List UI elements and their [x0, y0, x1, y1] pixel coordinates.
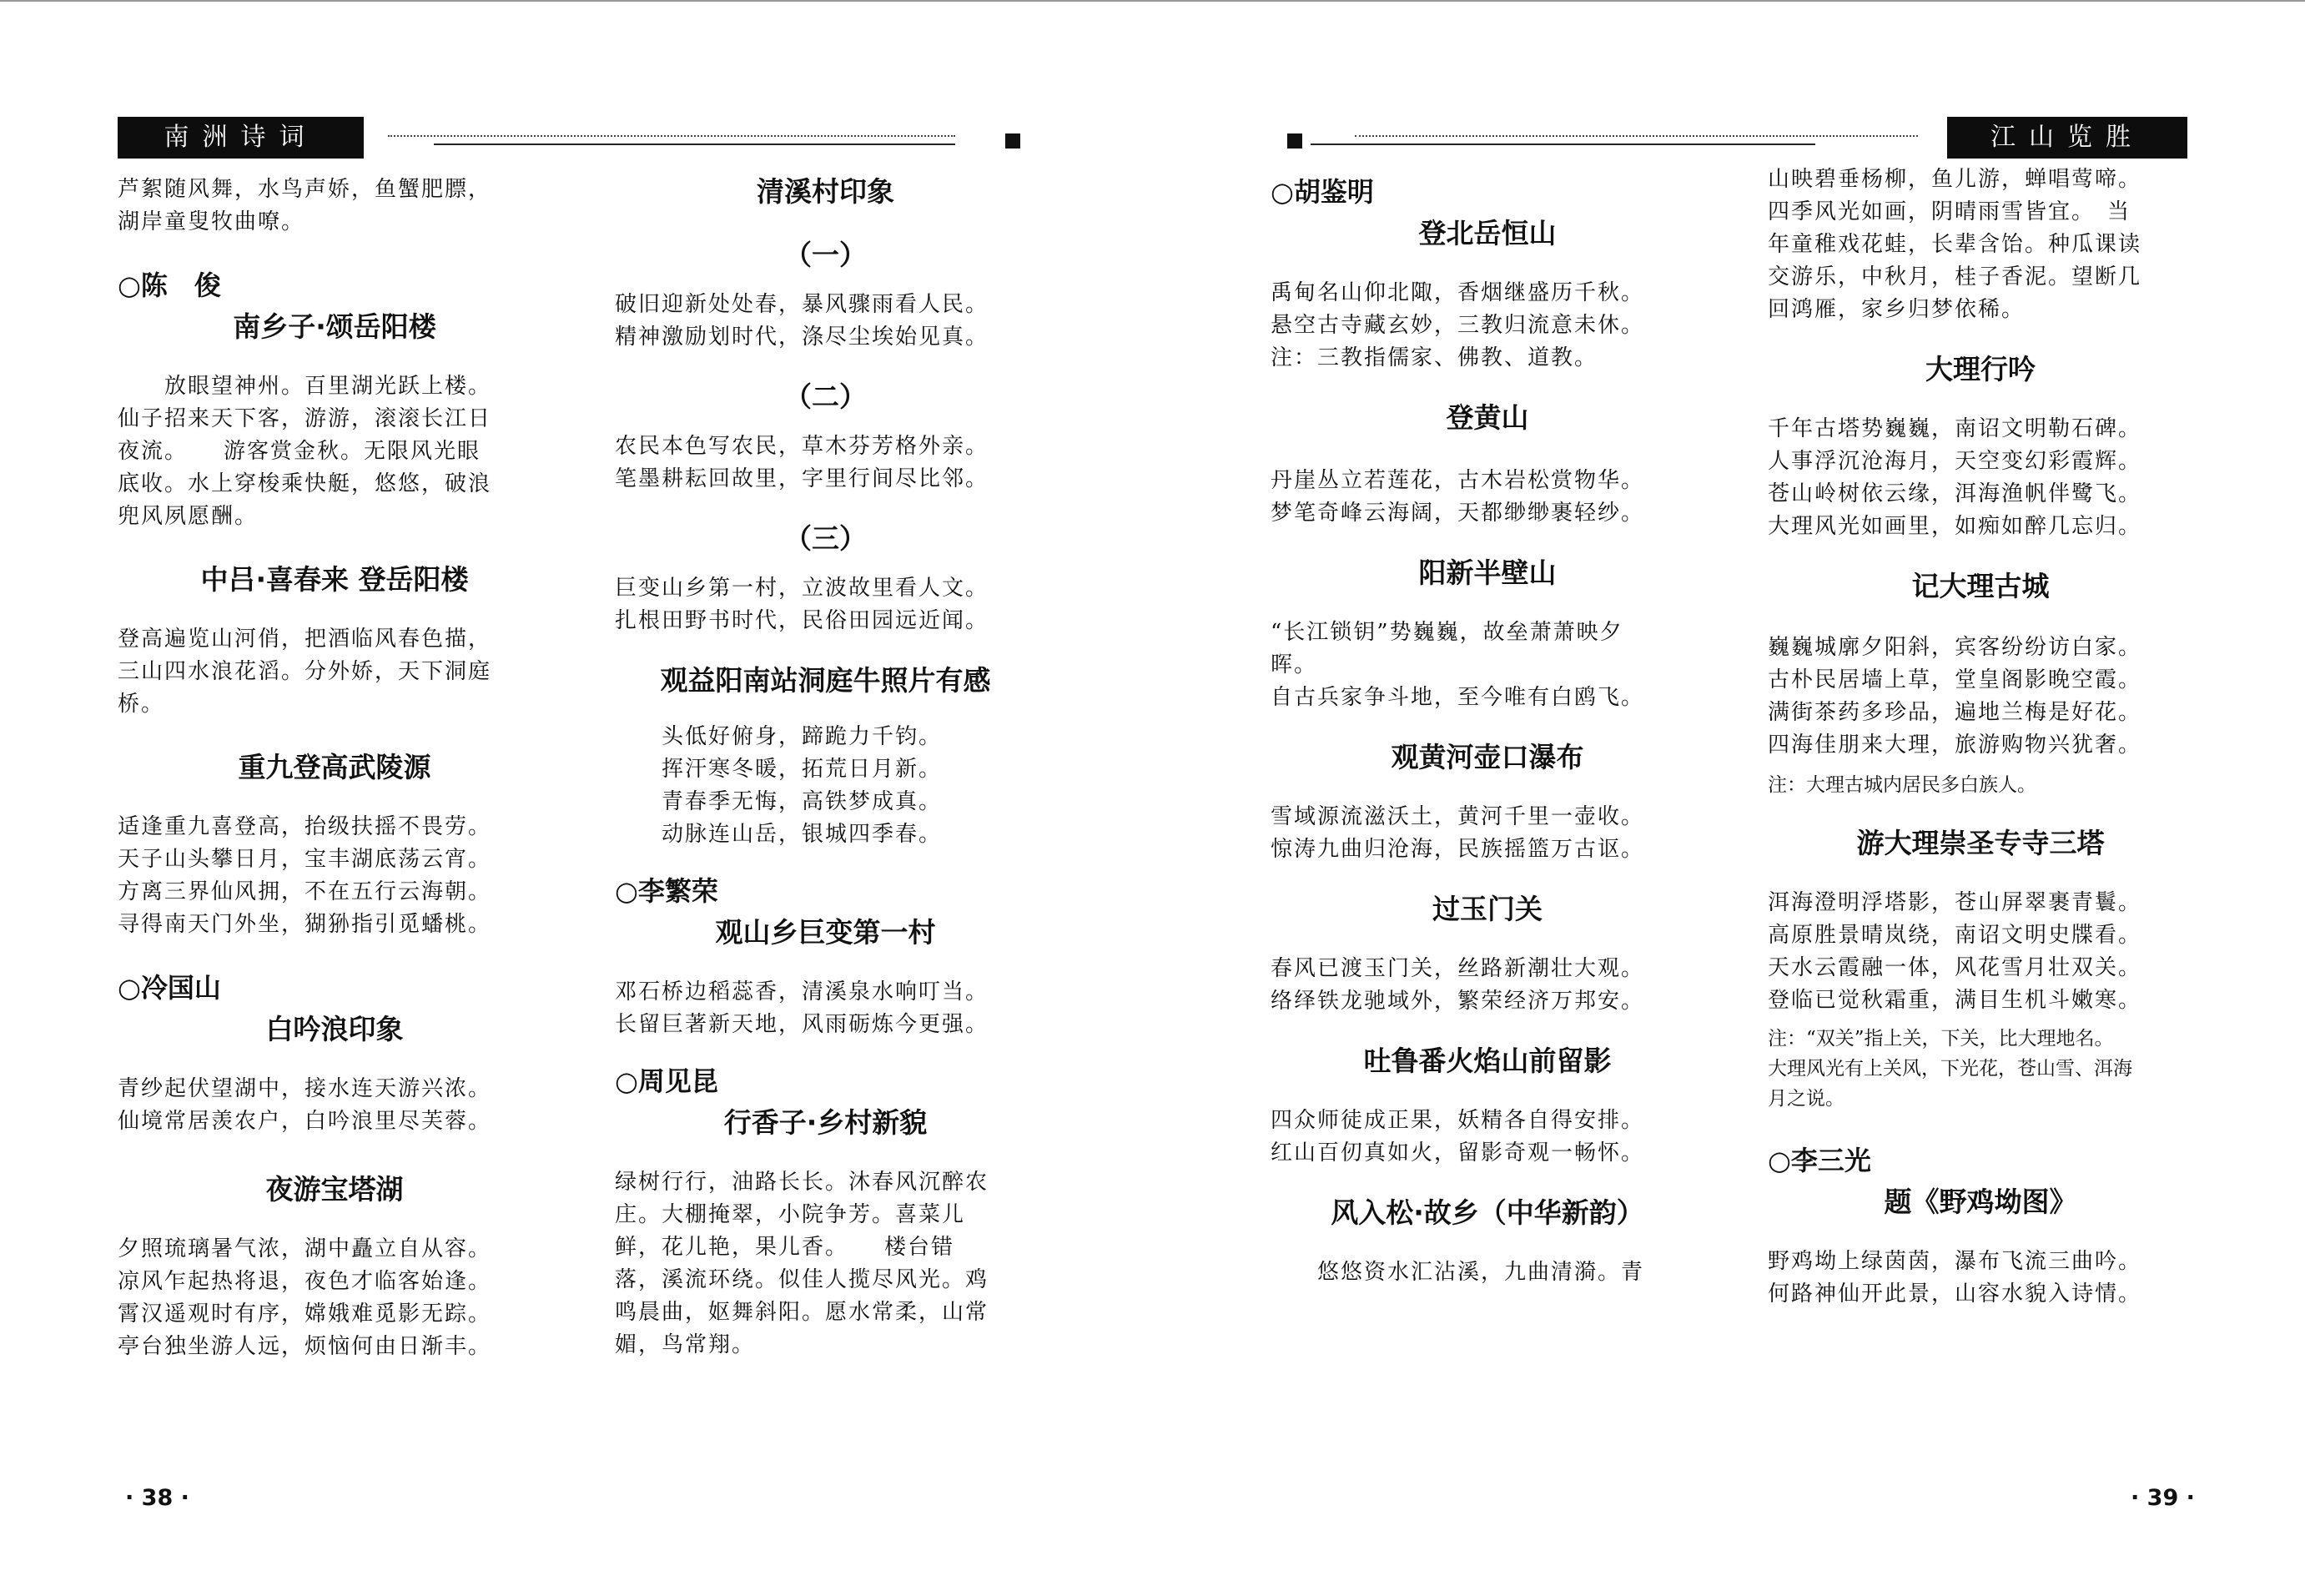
poem-title: 吐鲁番火焰山前留影: [1363, 1045, 1612, 1077]
poem-title: 重九登高武陵源: [238, 751, 431, 783]
poem-title: （二）: [784, 380, 867, 413]
annotation-note: 注：大理古城内居民多白族人。: [1768, 774, 2036, 796]
page-number: · 38 ·: [125, 1485, 189, 1511]
poem-text: 青纱起伏望湖中，接水连天游兴浓。 仙境常居羡农户，白吟浪里尽芙蓉。: [118, 1076, 492, 1134]
poem-text: 巨变山乡第一村，立波故里看人文。 扎根田野书时代，民俗田园远近闻。: [615, 576, 989, 633]
page-number: · 39 ·: [2131, 1485, 2195, 1511]
poem-text: 夕照琉璃暑气浓，湖中矗立自从容。 凉风乍起热将退，夜色才临客始逢。 霄汉遥观时有序，嫦娥难觅影无踪。 亭台独坐游人远，烦恼何由日渐丰。: [118, 1236, 492, 1359]
poem-text: “长江锁钥”势巍巍，故垒萧萧映夕 晖。 自古兵家争斗地，至今唯有白鸥飞。: [1271, 620, 1645, 710]
author-name: ○冷国山: [118, 972, 221, 1004]
header-dotted-rule: [388, 135, 955, 137]
poem-text: 禹甸名山仰北陬，香烟继盛历千秋。 悬空古寺藏玄妙，三教归流意未休。 注：三教指儒家、佛教、道教。: [1271, 280, 1645, 370]
poem-title: 阳新半壁山: [1418, 556, 1557, 589]
poem-text: 巍巍城廓夕阳斜，宾客纷纷访白家。 古朴民居墙上草，堂皇阁影晚空霞。 满街茶药多珍品，遍地兰梅是好花。 四海佳朋来大理，旅游购物兴犹奢。: [1768, 635, 2142, 758]
poem-title: 夜游宝塔湖: [265, 1173, 404, 1206]
section-header-tab: 南洲诗词: [118, 117, 364, 159]
poem-title: 观黄河壶口瀑布: [1391, 741, 1584, 773]
poem-title: 登黄山: [1446, 401, 1529, 434]
author-name: ○李三光: [1768, 1145, 1871, 1176]
left-column-2: [615, 174, 1036, 1362]
author-name: ○胡鉴明: [1271, 176, 1374, 208]
poem-title: 题《野鸡坳图》: [1884, 1186, 2077, 1218]
poem-text: 绿树行行，油路长长。沐春风沉醉农 庄。大棚掩翠，小院争芳。喜菜儿 鲜，花儿艳，果儿香。 楼台错 落，溪流环绕。似佳人揽尽风光。鸡 鸣晨曲，妪舞斜阳。愿水常柔，山常 媚，鸟常翔。: [615, 1170, 989, 1357]
section-header-tab: 江山览胜: [1947, 117, 2187, 159]
poem-text: 四众师徒成正果，妖精各自得安排。 红山百仞真如火，留影奇观一畅怀。: [1271, 1108, 1645, 1166]
poem-title: 记大理古城: [1911, 570, 2050, 602]
poem-text: 芦絮随风舞，水鸟声娇，鱼蟹肥膘， 湖岸童叟牧曲嘹。: [118, 177, 492, 234]
header-square-marker: [1287, 133, 1302, 149]
poem-title: 游大理崇圣专寺三塔: [1856, 827, 2105, 859]
poem-title: 大理行吟: [1925, 353, 2036, 385]
poem-title: 中吕·喜春来 登岳阳楼: [200, 563, 469, 596]
poem-text: 放眼望神州。百里湖光跃上楼。 仙子招来天下客，游游，滚滚长江日 夜流。 游客赏金秋。无限风光眼 底收。水上穿梭乘快艇，悠悠，破浪 兜风夙愿酬。: [118, 374, 492, 529]
poem-title: 行香子·乡村新貌: [723, 1106, 928, 1139]
poem-text: 野鸡坳上绿茵茵，瀑布飞流三曲吟。 何路神仙开此景，山容水貌入诗情。: [1768, 1249, 2142, 1307]
author-name: ○周见昆: [615, 1065, 718, 1097]
poem-text: 春风已渡玉门关，丝路新潮壮大观。 络绎铁龙驰域外，繁荣经济万邦安。: [1271, 956, 1645, 1014]
poem-text: 雪域源流滋沃土，黄河千里一壶收。 惊涛九曲归沧海，民族摇篮万古讴。: [1271, 804, 1645, 862]
poem-text: 山映碧垂杨柳，鱼儿游，蝉唱莺啼。 四季风光如画，阴晴雨雪皆宜。 当 年童稚戏花蛙，长辈含饴。种瓜课读 交游乐，中秋月，桂子香泥。望断几 回鸿雁，家乡归梦依稀。: [1768, 167, 2142, 322]
left-column-1: [118, 174, 551, 1363]
poem-title: （三）: [784, 522, 867, 555]
poem-text: 丹崖丛立若莲花，古木岩松赏物华。 梦笔奇峰云海阔，天都缈缈裹轻纱。: [1271, 468, 1645, 526]
right-column-1: [1271, 174, 1704, 1289]
poem-text: 洱海澄明浮塔影，苍山屏翠裹青鬟。 高原胜景晴岚绕，南诏文明史牒看。 天水云霞融一体，风花雪月壮双关。 登临已觉秋霜重，满目生机斗嫩寒。: [1768, 890, 2142, 1013]
left-page: [0, 0, 1152, 1596]
annotation-note: 注：“双关”指上关，下关，比大理地名。 大理风光有上关风，下光花，苍山雪、洱海 月之说。: [1768, 1028, 2132, 1110]
poem-title: （一）: [784, 239, 867, 271]
poem-text: 悠悠资水汇沾溪，九曲清漪。青: [1271, 1260, 1645, 1285]
poem-title: 南乡子·颂岳阳楼: [233, 310, 436, 343]
poem-title: 过玉门关: [1432, 893, 1543, 925]
poem-title: 登北岳恒山: [1418, 217, 1557, 249]
poem-text: 破旧迎新处处春，暴风骤雨看人民。 精神激励划时代，涤尽尘埃始见真。: [615, 292, 989, 350]
header-dotted-rule: [1355, 135, 1918, 137]
poem-text: 千年古塔势巍巍，南诏文明勒石碑。 人事浮沉沧海月，天空变幻彩霞辉。 苍山岭树依云缘，洱海渔帆伴鹭飞。 大理风光如画里，如痴如醉几忘归。: [1768, 416, 2142, 539]
right-column-2: [1768, 164, 2193, 1311]
poem-title: 白吟浪印象: [265, 1013, 404, 1045]
poem-title: 风入松·故乡（中华新韵）: [1331, 1196, 1644, 1229]
poem-text: 登高遍览山河俏，把酒临风春色描， 三山四水浪花滔。分外娇，天下洞庭 桥。: [118, 627, 492, 717]
header-solid-rule: [434, 143, 955, 145]
author-name: ○李繁荣: [615, 875, 718, 907]
poem-text: 农民本色写农民，草木芬芳格外亲。 笔墨耕耘回故里，字里行间尽比邻。: [615, 434, 989, 491]
right-page: [1152, 0, 2305, 1596]
header-solid-rule: [1311, 143, 1815, 145]
poem-text: 头低好俯身，蹄跪力千钧。 挥汗寒冬暖，拓荒日月新。 青春季无悔，高铁梦成真。 动脉连山岳，银城四季春。: [662, 724, 943, 847]
poem-title: 观益阳南站洞庭牛照片有感: [660, 664, 991, 697]
poem-text: 适逢重九喜登高，抬级扶摇不畏劳。 天子山头攀日月，宝丰湖底荡云宵。 方离三界仙风拥，不在五行云海朝。 寻得南天门外坐，猢狲指引觅蟠桃。: [118, 814, 492, 937]
author-name: ○陈 俊: [118, 269, 221, 301]
poem-title: 清溪村印象: [757, 175, 894, 208]
poem-title: 观山乡巨变第一村: [715, 916, 936, 949]
header-square-marker: [1005, 133, 1020, 149]
poem-text: 邓石桥边稻蕊香，清溪泉水响叮当。 长留巨著新天地，风雨砺炼今更强。: [615, 979, 989, 1037]
